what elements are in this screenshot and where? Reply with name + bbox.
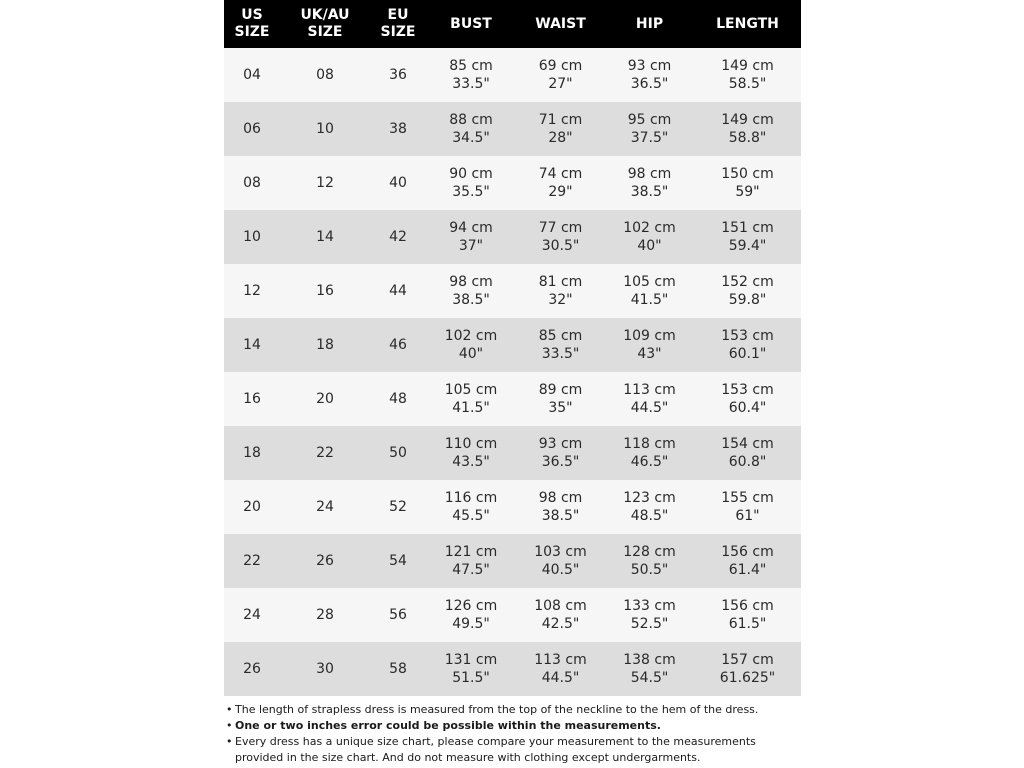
cell-eu-size: 38: [389, 121, 407, 137]
waist-cm: 77 cm: [538, 220, 583, 236]
cell-waist: [516, 480, 605, 534]
waist-cm: 85 cm: [538, 328, 583, 344]
cell-hip: [605, 264, 694, 318]
header-length: LENGTH: [716, 15, 779, 32]
bust-inch: 51.5": [452, 670, 490, 686]
hip-inch: 38.5": [630, 184, 669, 200]
hip-cm: 113 cm: [623, 382, 676, 398]
size-chart: [224, 0, 801, 696]
length-cm: 152 cm: [721, 274, 774, 290]
length-cm: 149 cm: [721, 112, 774, 128]
hip-cm: 133 cm: [623, 598, 676, 614]
length-cm: 149 cm: [721, 58, 774, 74]
table-row: [224, 48, 801, 102]
waist-inch: 29": [548, 184, 573, 200]
bust-inch: 37": [458, 238, 484, 254]
waist-inch: 38.5": [541, 508, 580, 524]
cell-us-size: 06: [243, 121, 261, 137]
waist-inch: 44.5": [541, 670, 580, 686]
table-row: [224, 318, 801, 372]
length-inch: 60.8": [728, 454, 767, 470]
header-row: [224, 0, 801, 48]
note-text: Every dress has a unique size chart, please compare your measurement to the measurements provided in the size chart. And do not measure with clothing except undergarments.: [235, 735, 756, 764]
bust-inch: 40": [458, 346, 484, 362]
length-cm: 153 cm: [721, 382, 774, 398]
cell-bust: [426, 48, 516, 102]
cell-uk-au-size: 18: [316, 337, 334, 353]
waist-cm: 103 cm: [534, 544, 587, 560]
cell-eu-size: 46: [389, 337, 407, 353]
cell-bust: [426, 372, 516, 426]
note-error: [226, 718, 806, 734]
length-inch: 58.8": [728, 130, 767, 146]
table-row: [224, 480, 801, 534]
hip-inch: 36.5": [630, 76, 669, 92]
cell-bust: [426, 102, 516, 156]
cell-bust: [426, 480, 516, 534]
bust-inch: 41.5": [452, 400, 490, 416]
cell-bust: [426, 210, 516, 264]
hip-cm: 118 cm: [623, 436, 676, 452]
cell-uk-au-size: 20: [316, 391, 334, 407]
header-us-size: US SIZE: [234, 7, 270, 40]
cell-waist: [516, 534, 605, 588]
hip-inch: 44.5": [630, 400, 669, 416]
cell-hip: [605, 156, 694, 210]
table-row: [224, 534, 801, 588]
waist-inch: 28": [548, 130, 573, 146]
hip-cm: 95 cm: [627, 112, 672, 128]
bust-inch: 45.5": [452, 508, 490, 524]
cell-uk-au-size: 26: [316, 553, 334, 569]
hip-inch: 40": [637, 238, 662, 254]
bullet-icon: •: [226, 719, 233, 732]
cell-uk-au-size: 24: [316, 499, 334, 515]
cell-eu-size: 44: [389, 283, 407, 299]
bust-inch: 43.5": [452, 454, 490, 470]
table-row: [224, 588, 801, 642]
waist-cm: 113 cm: [534, 652, 587, 668]
hip-inch: 50.5": [630, 562, 669, 578]
length-inch: 60.4": [728, 400, 767, 416]
bullet-icon: •: [226, 735, 233, 748]
cell-eu-size: 58: [389, 661, 407, 677]
waist-cm: 81 cm: [538, 274, 583, 290]
cell-length: [694, 156, 801, 210]
cell-uk-au-size: 16: [316, 283, 334, 299]
cell-bust: [426, 264, 516, 318]
cell-bust: [426, 426, 516, 480]
cell-hip: [605, 642, 694, 696]
waist-cm: 108 cm: [534, 598, 587, 614]
note-text: The length of strapless dress is measured from the top of the neckline to the hem of the dress.: [235, 703, 759, 716]
hip-cm: 105 cm: [623, 274, 676, 290]
cell-uk-au-size: 22: [316, 445, 334, 461]
cell-eu-size: 54: [389, 553, 407, 569]
cell-us-size: 10: [243, 229, 261, 245]
table-row: [224, 642, 801, 696]
bust-cm: 131 cm: [444, 652, 498, 668]
cell-length: [694, 642, 801, 696]
table-row: [224, 264, 801, 318]
cell-length: [694, 48, 801, 102]
cell-uk-au-size: 14: [316, 229, 334, 245]
length-cm: 151 cm: [721, 220, 774, 236]
cell-eu-size: 42: [389, 229, 407, 245]
note-unique: [226, 734, 806, 766]
table-row: [224, 210, 801, 264]
header-uk-au-size: UK/AU SIZE: [300, 7, 350, 40]
cell-us-size: 16: [243, 391, 261, 407]
cell-eu-size: 56: [389, 607, 407, 623]
note-strapless: [226, 702, 806, 718]
bust-cm: 102 cm: [444, 328, 498, 344]
waist-cm: 71 cm: [538, 112, 583, 128]
cell-uk-au-size: 10: [316, 121, 334, 137]
bust-cm: 98 cm: [449, 274, 493, 290]
hip-cm: 98 cm: [627, 166, 672, 182]
cell-waist: [516, 48, 605, 102]
cell-hip: [605, 588, 694, 642]
hip-inch: 37.5": [630, 130, 669, 146]
cell-uk-au-size: 08: [316, 67, 334, 83]
length-inch: 59.8": [728, 292, 767, 308]
cell-uk-au-size: 28: [316, 607, 334, 623]
cell-hip: [605, 210, 694, 264]
length-cm: 153 cm: [721, 328, 774, 344]
length-cm: 154 cm: [721, 436, 774, 452]
length-cm: 150 cm: [721, 166, 774, 182]
cell-us-size: 22: [243, 553, 261, 569]
cell-hip: [605, 426, 694, 480]
cell-length: [694, 318, 801, 372]
waist-inch: 40.5": [541, 562, 580, 578]
cell-length: [694, 210, 801, 264]
header-waist: WAIST: [535, 15, 586, 32]
cell-eu-size: 52: [389, 499, 407, 515]
table-row: [224, 156, 801, 210]
cell-eu-size: 40: [389, 175, 407, 191]
cell-eu-size: 36: [389, 67, 407, 83]
hip-cm: 123 cm: [623, 490, 676, 506]
bust-cm: 126 cm: [444, 598, 498, 614]
cell-us-size: 18: [243, 445, 261, 461]
hip-inch: 41.5": [630, 292, 669, 308]
cell-hip: [605, 480, 694, 534]
header-bust: BUST: [450, 15, 492, 32]
length-inch: 61.625": [719, 670, 776, 686]
hip-cm: 128 cm: [623, 544, 676, 560]
cell-uk-au-size: 12: [316, 175, 334, 191]
length-inch: 59.4": [728, 238, 767, 254]
cell-length: [694, 426, 801, 480]
cell-bust: [426, 156, 516, 210]
waist-inch: 35": [548, 400, 573, 416]
length-cm: 156 cm: [721, 598, 774, 614]
length-inch: 59": [735, 184, 760, 200]
bust-cm: 116 cm: [444, 490, 498, 506]
hip-inch: 43": [637, 346, 662, 362]
bust-cm: 121 cm: [444, 544, 498, 560]
waist-cm: 89 cm: [538, 382, 583, 398]
cell-length: [694, 264, 801, 318]
waist-cm: 98 cm: [538, 490, 583, 506]
cell-waist: [516, 372, 605, 426]
cell-us-size: 26: [243, 661, 261, 677]
length-cm: 156 cm: [721, 544, 774, 560]
hip-inch: 48.5": [630, 508, 669, 524]
cell-length: [694, 372, 801, 426]
notes-section: [226, 702, 806, 766]
cell-waist: [516, 102, 605, 156]
bust-inch: 47.5": [452, 562, 490, 578]
table-row: [224, 426, 801, 480]
header-hip: HIP: [635, 15, 664, 32]
length-cm: 157 cm: [721, 652, 774, 668]
cell-bust: [426, 534, 516, 588]
waist-inch: 30.5": [541, 238, 580, 254]
length-cm: 155 cm: [721, 490, 774, 506]
cell-us-size: 14: [243, 337, 261, 353]
bust-cm: 90 cm: [449, 166, 493, 182]
cell-hip: [605, 534, 694, 588]
cell-waist: [516, 426, 605, 480]
hip-inch: 52.5": [630, 616, 669, 632]
size-table: [224, 0, 801, 696]
length-inch: 61.4": [728, 562, 767, 578]
cell-waist: [516, 588, 605, 642]
cell-length: [694, 480, 801, 534]
cell-us-size: 04: [243, 67, 261, 83]
cell-us-size: 08: [243, 175, 261, 191]
cell-us-size: 12: [243, 283, 261, 299]
cell-waist: [516, 156, 605, 210]
waist-inch: 33.5": [541, 346, 580, 362]
size-table-body: [224, 48, 801, 696]
cell-length: [694, 534, 801, 588]
cell-waist: [516, 318, 605, 372]
hip-cm: 109 cm: [623, 328, 676, 344]
bullet-icon: •: [226, 703, 233, 716]
cell-length: [694, 102, 801, 156]
waist-cm: 69 cm: [538, 58, 583, 74]
bust-inch: 35.5": [452, 184, 490, 200]
cell-us-size: 24: [243, 607, 261, 623]
waist-cm: 74 cm: [538, 166, 583, 182]
bust-inch: 49.5": [452, 616, 490, 632]
waist-cm: 93 cm: [538, 436, 583, 452]
cell-waist: [516, 642, 605, 696]
waist-inch: 32": [548, 292, 573, 308]
hip-cm: 138 cm: [623, 652, 676, 668]
length-inch: 60.1": [728, 346, 767, 362]
bust-inch: 34.5": [452, 130, 490, 146]
table-row: [224, 372, 801, 426]
cell-uk-au-size: 30: [316, 661, 334, 677]
hip-cm: 102 cm: [623, 220, 676, 236]
waist-inch: 27": [548, 76, 573, 92]
cell-waist: [516, 264, 605, 318]
cell-length: [694, 588, 801, 642]
bust-inch: 33.5": [452, 76, 490, 92]
bust-inch: 38.5": [452, 292, 490, 308]
table-row: [224, 102, 801, 156]
bust-cm: 85 cm: [449, 58, 493, 74]
cell-bust: [426, 588, 516, 642]
cell-bust: [426, 318, 516, 372]
bust-cm: 94 cm: [449, 220, 493, 236]
cell-bust: [426, 642, 516, 696]
header-eu-size: EU SIZE: [380, 7, 416, 40]
waist-inch: 42.5": [541, 616, 580, 632]
cell-waist: [516, 210, 605, 264]
bust-cm: 105 cm: [444, 382, 498, 398]
cell-eu-size: 50: [389, 445, 407, 461]
cell-hip: [605, 102, 694, 156]
bust-cm: 88 cm: [449, 112, 493, 128]
hip-inch: 46.5": [630, 454, 669, 470]
cell-eu-size: 48: [389, 391, 407, 407]
cell-us-size: 20: [243, 499, 261, 515]
note-text: One or two inches error could be possible within the measurements.: [235, 719, 661, 732]
cell-hip: [605, 48, 694, 102]
hip-cm: 93 cm: [627, 58, 672, 74]
hip-inch: 54.5": [630, 670, 669, 686]
length-inch: 58.5": [728, 76, 767, 92]
cell-hip: [605, 372, 694, 426]
length-inch: 61.5": [728, 616, 767, 632]
length-inch: 61": [735, 508, 760, 524]
waist-inch: 36.5": [541, 454, 580, 470]
bust-cm: 110 cm: [444, 436, 498, 452]
cell-hip: [605, 318, 694, 372]
